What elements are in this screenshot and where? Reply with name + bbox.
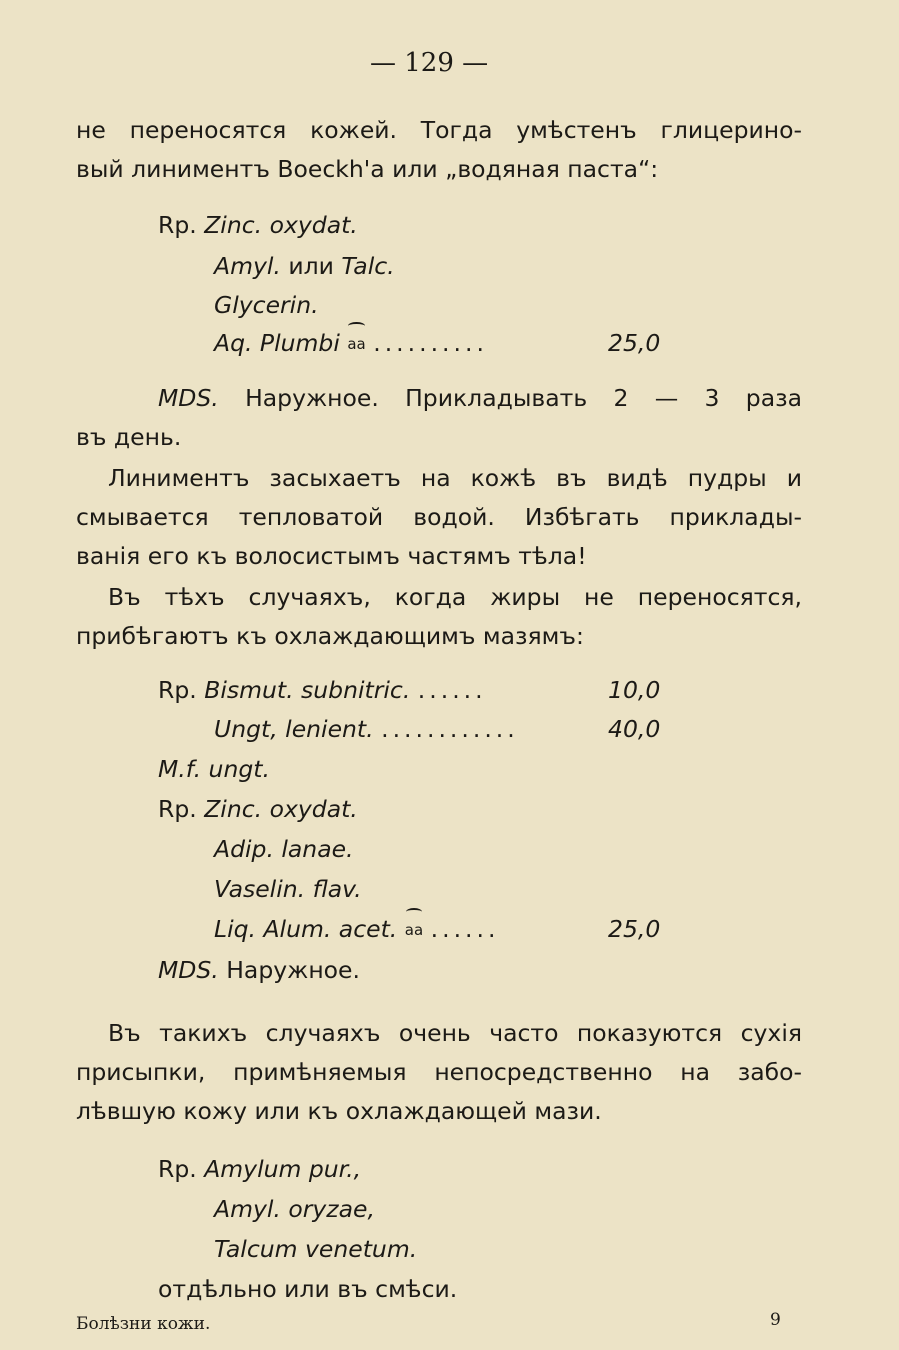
- text-line: смывается тепловатой водой. Избѣгать приклады-: [76, 503, 802, 531]
- text-line: вый линиментъ Boeckh'а или „водяная паста“:: [76, 155, 659, 183]
- rx-conjunction: или: [288, 252, 334, 280]
- rx-item: Zinc. oxydat.: [204, 795, 358, 823]
- mds-text: Наружное.: [226, 956, 360, 984]
- rx-item: Liq. Alum. acet.: [214, 915, 398, 943]
- rx-quantity: 25,0: [608, 915, 661, 943]
- mds-label: MDS.: [158, 384, 219, 412]
- mds-line: [158, 381, 802, 415]
- mds-text: Наружное. Прикладывать 2 — 3 раза: [245, 384, 802, 412]
- page-number: — 129 —: [370, 48, 489, 78]
- rx-item: Talcum venetum.: [214, 1235, 418, 1263]
- rx-item: Amyl. oryzae,: [214, 1195, 375, 1223]
- rx-quantity: 10,0: [608, 676, 661, 704]
- ana-mark: aa: [405, 912, 423, 949]
- rp-label: Rp.: [158, 676, 197, 704]
- text-line: въ день.: [76, 423, 182, 451]
- rx-quantity: 25,0: [608, 329, 661, 357]
- rx-line: [214, 249, 395, 283]
- text-line: присыпки, примѣняемыя непосредственно на забо-: [76, 1058, 802, 1086]
- rx-item: Glycerin.: [214, 291, 319, 319]
- rx-line: [158, 1152, 361, 1186]
- rx-line: [214, 326, 674, 363]
- rx-directive: M.f. ungt.: [158, 755, 270, 783]
- rx-line: [214, 712, 674, 746]
- text-line: не переносятся кожей. Тогда умѣстенъ глицерино-: [76, 116, 802, 144]
- rx-item: Amylum pur.,: [204, 1155, 362, 1183]
- rx-item: Aq. Plumbi: [214, 329, 340, 357]
- rx1: [158, 208, 358, 242]
- text-line: ванія его къ волосистымъ частямъ тѣла!: [76, 542, 587, 570]
- rx-item: Bismut. subnitric.: [204, 676, 411, 704]
- rx-line: [214, 912, 674, 949]
- rx-line: [158, 673, 678, 707]
- text-line: Въ такихъ случаяхъ очень часто показуются сухія: [108, 1019, 802, 1047]
- rx-item: Amyl.: [214, 252, 281, 280]
- text-line: лѣвшую кожу или къ охлаждающей мази.: [76, 1097, 602, 1125]
- rp-label: Rp.: [158, 795, 197, 823]
- mds-line: [158, 953, 360, 987]
- rp-label: Rp.: [158, 1155, 197, 1183]
- rx-item: Ungt, lenient.: [214, 715, 374, 743]
- rx-line: [158, 792, 358, 826]
- leader-dots: ..........: [373, 329, 488, 357]
- leader-dots: ............: [381, 715, 519, 743]
- leader-dots: ......: [430, 915, 500, 943]
- leader-dots: ......: [417, 676, 487, 704]
- rx-item: Adip. lanae.: [214, 835, 354, 863]
- rx-quantity: 40,0: [608, 715, 661, 743]
- rx-item: Vaselin. flav.: [214, 875, 362, 903]
- rx-item: Talc.: [341, 252, 395, 280]
- text-line: прибѣгаютъ къ охлаждающимъ мазямъ:: [76, 622, 584, 650]
- rx-item: Zinc. oxydat.: [204, 211, 358, 239]
- footer-signature: Болѣзни кожи.: [76, 1314, 211, 1334]
- text-line: Въ тѣхъ случаяхъ, когда жиры не переносятся,: [108, 583, 802, 611]
- rp-label: Rp.: [158, 211, 197, 239]
- mds-label: MDS.: [158, 956, 219, 984]
- ana-mark: aa: [347, 326, 365, 363]
- rx-tail: отдѣльно или въ смѣси.: [158, 1275, 458, 1303]
- text-line: Линиментъ засыхаетъ на кожѣ въ видѣ пудры и: [108, 464, 802, 492]
- footer-signature-number: 9: [770, 1310, 781, 1330]
